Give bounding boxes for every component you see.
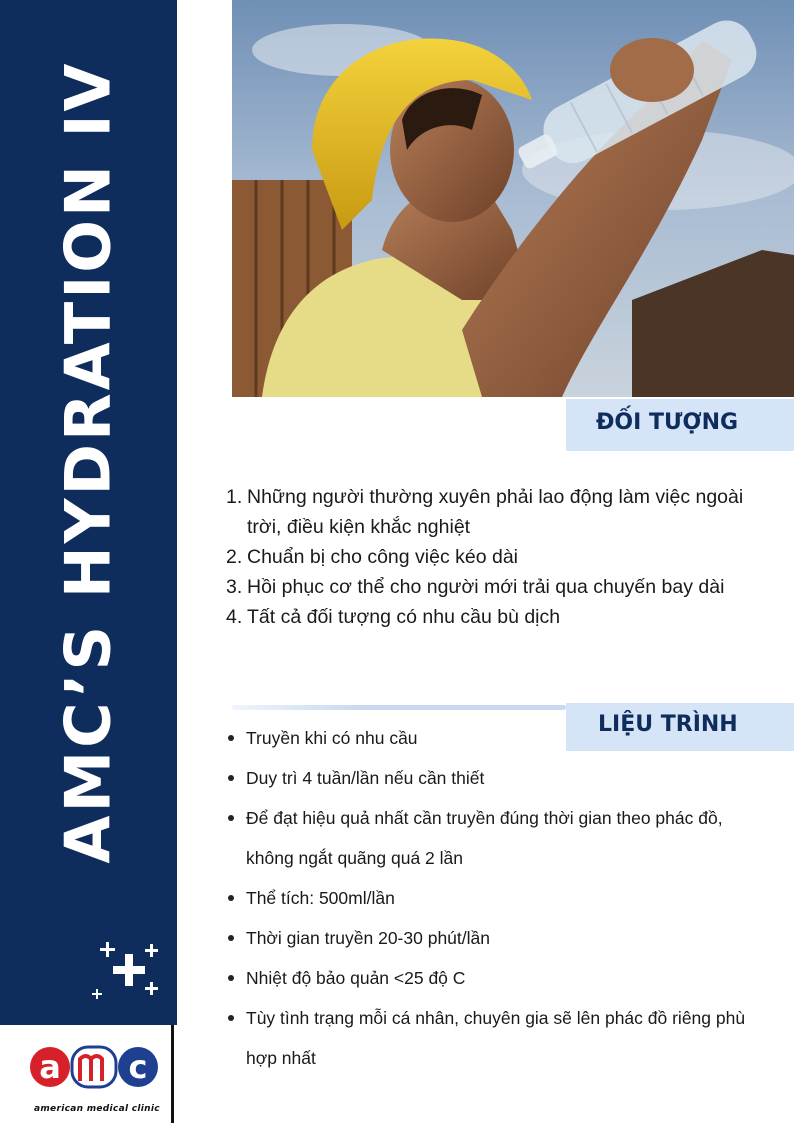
target-audience-list	[226, 482, 766, 632]
list-item: Truyền khi có nhu cầu	[228, 718, 768, 758]
list-item	[226, 602, 766, 632]
list-item: Thời gian truyền 20-30 phút/lần	[228, 918, 768, 958]
list-item: Nhiệt độ bảo quản <25 độ C	[228, 958, 768, 998]
list-item-text: Hồi phục cơ thể cho người mới trải qua chuyến bay dài	[247, 576, 725, 598]
treatment-plan-list	[228, 718, 768, 1078]
list-item-text: Chuẩn bị cho công việc kéo dài	[247, 546, 519, 568]
list-item-number: 4.	[226, 606, 243, 628]
logo-box	[0, 1025, 174, 1123]
svg-text:c: c	[128, 1048, 148, 1086]
section-heading-label: ĐỐI TƯỢNG	[596, 410, 739, 435]
list-item-number: 3.	[226, 576, 243, 598]
svg-text:a: a	[39, 1048, 61, 1086]
list-item: Để đạt hiệu quả nhất cần truyền đúng thời gian theo phác đồ, không ngắt quãng quá 2 lần	[228, 798, 768, 878]
vertical-title: AMC’S HYDRATION IV	[51, 60, 125, 864]
logo-caption: american medical clinic	[34, 1104, 160, 1114]
list-item	[226, 572, 766, 602]
amc-logo-icon	[28, 1041, 162, 1093]
section-heading-label: LIỆU TRÌNH	[598, 712, 738, 737]
list-item-number: 1.	[226, 486, 243, 508]
section-heading-doi-tuong	[566, 399, 794, 451]
list-item-number: 2.	[226, 546, 243, 568]
hero-photo	[232, 0, 794, 397]
list-item: Duy trì 4 tuần/lần nếu cần thiết	[228, 758, 768, 798]
list-item: Thể tích: 500ml/lần	[228, 878, 768, 918]
list-item: Tùy tình trạng mỗi cá nhân, chuyên gia sẽ lên phác đồ riêng phù hợp nhất	[228, 998, 768, 1078]
list-item	[226, 542, 766, 572]
section-divider	[232, 705, 566, 710]
list-item-text: Những người thường xuyên phải lao động làm việc ngoài trời, điều kiện khắc nghiệt	[247, 486, 744, 538]
list-item-text: Tất cả đối tượng có nhu cầu bù dịch	[247, 606, 561, 628]
list-item	[226, 482, 766, 542]
sidebar-band	[0, 0, 177, 1025]
worker-drinking-water-image	[232, 0, 794, 397]
sparkle-plus-icon	[92, 940, 162, 1004]
